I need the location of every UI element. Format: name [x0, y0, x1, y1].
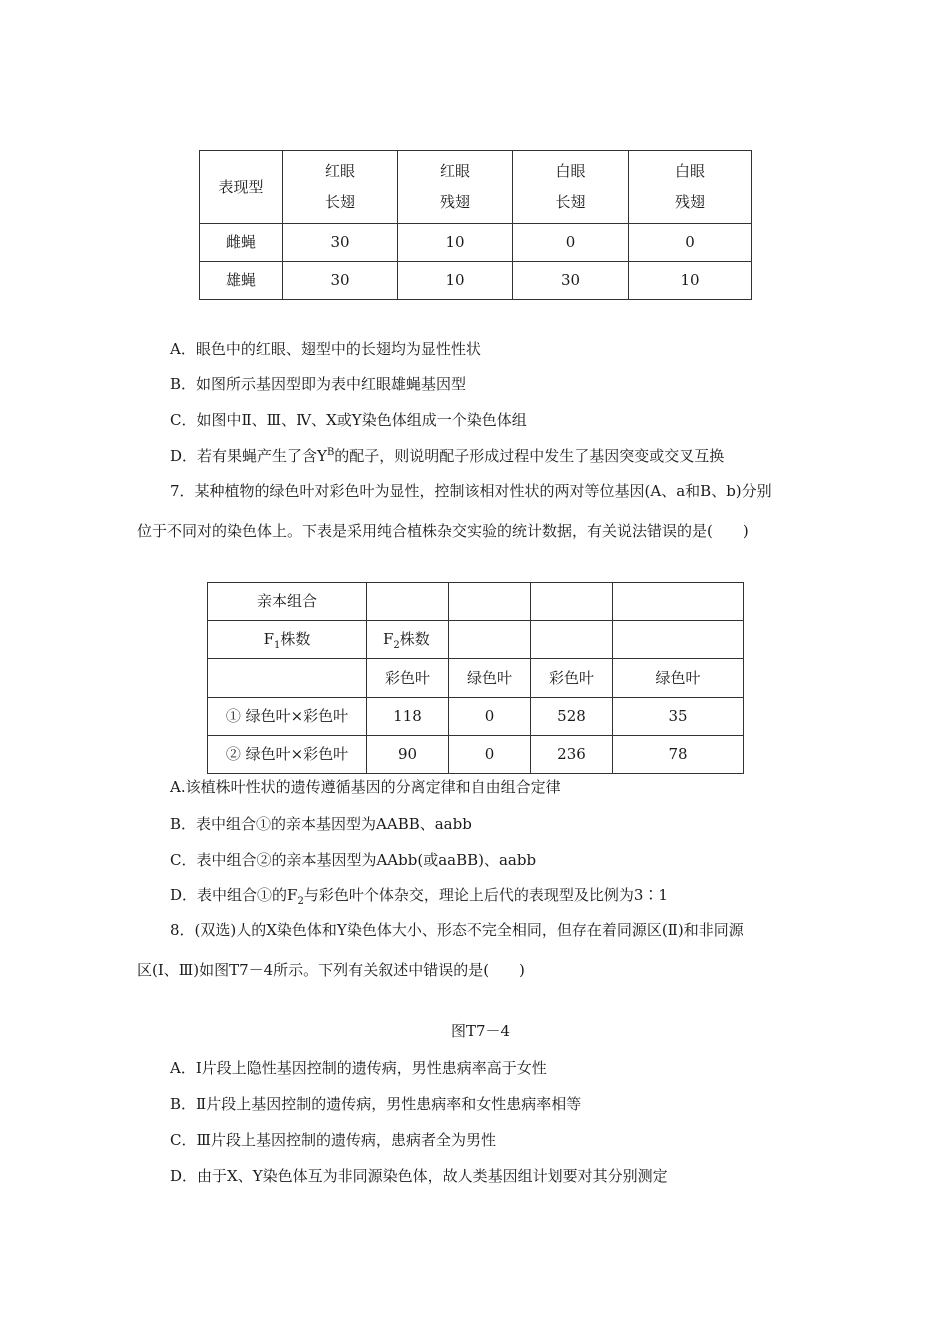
table-cell: 528 [531, 698, 613, 736]
table-cell [531, 583, 613, 621]
table-cell: 10 [629, 262, 752, 300]
table-row [208, 583, 744, 621]
question-7-line-1: 7．某种植物的绿色叶对彩色叶为显性，控制该相对性状的两对等位基因(A、a和B、b)分别 [170, 482, 772, 500]
table-cell [613, 583, 744, 621]
option-d: D．表中组合①的$F_2$与彩色叶个体杂交，理论上后代的表现型及比例为3∶1 [170, 886, 668, 907]
table-row [208, 698, 744, 736]
table-cell: 78 [613, 736, 744, 774]
question-8-line-1: 8．(双选)人的X染色体和Y染色体大小、形态不完全相同，但存在着同源区(Ⅱ)和非同源 [170, 921, 744, 939]
table-cell: 彩色叶 [531, 659, 613, 698]
table-row [208, 659, 744, 698]
table-cell [208, 659, 367, 698]
option-c: C．如图中Ⅱ、Ⅲ、Ⅳ、X或Y染色体组成一个染色体组 [170, 411, 527, 429]
table-row [208, 621, 744, 659]
figure-caption: 图T7－4 [451, 1022, 511, 1040]
table-cell [613, 621, 744, 659]
table-cell: 30 [513, 262, 629, 300]
table-cell [449, 583, 531, 621]
option-b: B．表中组合①的亲本基因型为AABB、aabb [170, 815, 472, 833]
table-header-cell: 表现型 [200, 151, 283, 224]
table-cell: 118 [367, 698, 449, 736]
table-header-cell: 白眼 残翅 [629, 151, 752, 224]
option-c: C．Ⅲ片段上基因控制的遗传病，患病者全为男性 [170, 1131, 496, 1149]
table-cell [531, 621, 613, 659]
table-cell: 10 [398, 224, 513, 262]
table-header-cell: 红眼 残翅 [398, 151, 513, 224]
table-cell: $F_1$株数 [208, 621, 367, 659]
table-cell [367, 583, 449, 621]
table-cell: 30 [283, 262, 398, 300]
table-cell: 35 [613, 698, 744, 736]
table-row [200, 262, 752, 300]
option-a: A．Ⅰ片段上隐性基因控制的遗传病，男性患病率高于女性 [170, 1059, 547, 1077]
table-cell: $F_2$株数 [367, 621, 449, 659]
table-cell: 绿色叶 [613, 659, 744, 698]
table-cell: ① 绿色叶×彩色叶 [208, 698, 367, 736]
question-8-line-2: 区(Ⅰ、Ⅲ)如图T7－4所示。下列有关叙述中错误的是( ) [137, 961, 525, 979]
phenotype-table [199, 150, 752, 300]
table-cell: 0 [629, 224, 752, 262]
table-row [200, 224, 752, 262]
table-cell [449, 621, 531, 659]
table-header-cell: 红眼 长翅 [283, 151, 398, 224]
table-cell: 10 [398, 262, 513, 300]
cross-results-table [207, 582, 744, 774]
option-b: B．Ⅱ片段上基因控制的遗传病，男性患病率和女性患病率相等 [170, 1095, 582, 1113]
table-cell: 90 [367, 736, 449, 774]
question-7-line-2: 位于不同对的染色体上。下表是采用纯合植株杂交实验的统计数据，有关说法错误的是( ) [137, 522, 749, 540]
table-cell: 彩色叶 [367, 659, 449, 698]
table-cell: 236 [531, 736, 613, 774]
option-a: A.该植株叶性状的遗传遵循基因的分离定律和自由组合定律 [170, 778, 561, 796]
table-cell: 0 [449, 736, 531, 774]
table-cell: 雌蝇 [200, 224, 283, 262]
table-cell: 0 [513, 224, 629, 262]
table-cell: ② 绿色叶×彩色叶 [208, 736, 367, 774]
option-d: D．若有果蝇产生了含$Y^B$的配子，则说明配子形成过程中发生了基因突变或交叉互换 [170, 447, 725, 465]
table-cell: 雄蝇 [200, 262, 283, 300]
option-a: A．眼色中的红眼、翅型中的长翅均为显性性状 [170, 340, 481, 358]
option-b: B．如图所示基因型即为表中红眼雄蝇基因型 [170, 375, 467, 393]
table-cell: 0 [449, 698, 531, 736]
table-header-cell: 白眼 长翅 [513, 151, 629, 224]
table-cell: 亲本组合 [208, 583, 367, 621]
option-d: D．由于X、Y染色体互为非同源染色体，故人类基因组计划要对其分别测定 [170, 1167, 668, 1185]
table-cell: 绿色叶 [449, 659, 531, 698]
option-c: C．表中组合②的亲本基因型为AAbb(或aaBB)、aabb [170, 851, 537, 869]
table-cell: 30 [283, 224, 398, 262]
table-row [208, 736, 744, 774]
